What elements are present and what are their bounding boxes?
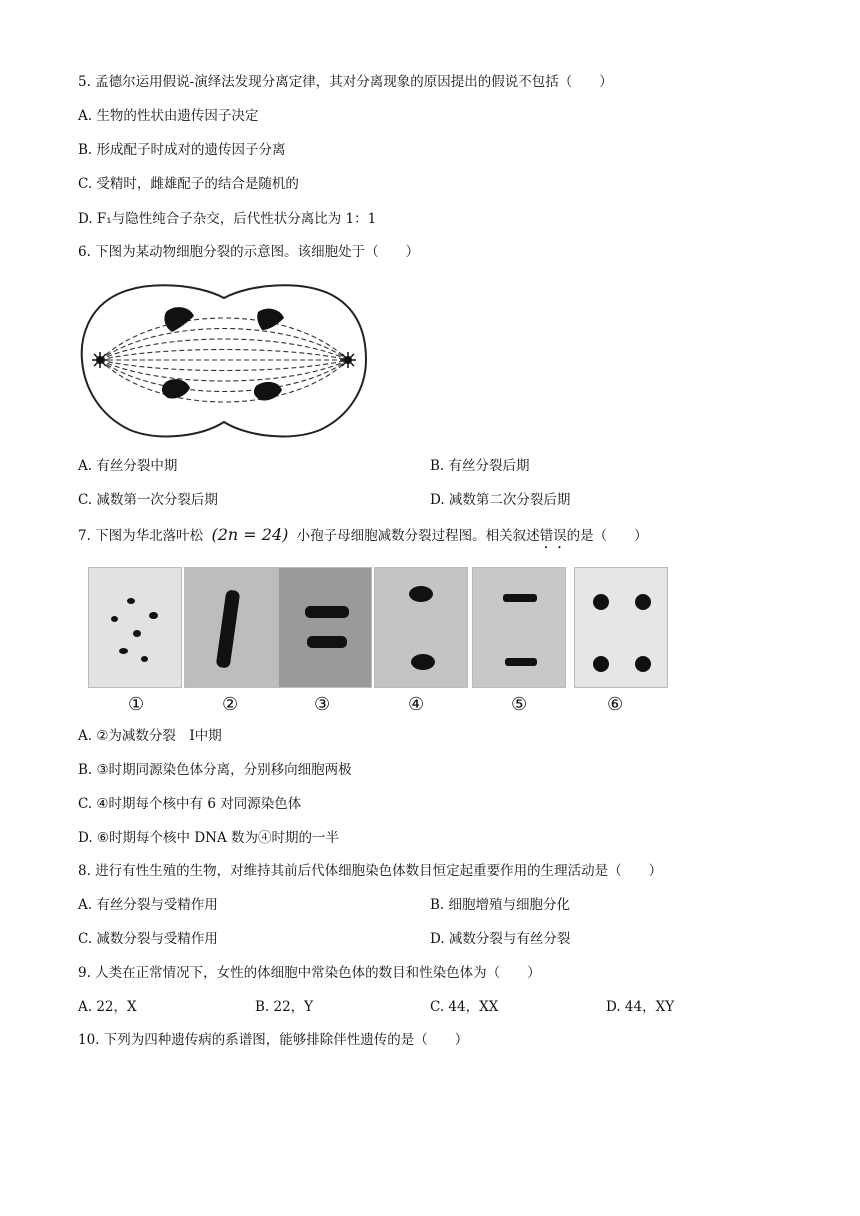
q5-option-c: C. 受精时，雌雄配子的结合是随机的 xyxy=(78,176,299,192)
micrograph-2 xyxy=(184,567,278,688)
q7-formula: (2n = 24) xyxy=(211,525,289,544)
micrograph-4 xyxy=(374,567,468,688)
q8-option-c: C. 减数分裂与受精作用 xyxy=(78,931,218,947)
q6-option-b: B. 有丝分裂后期 xyxy=(430,458,530,474)
q7-stem-middle: 小孢子母细胞减数分裂过程图。相关叙述 xyxy=(296,528,540,544)
q5-option-a: A. 生物的性状由遗传因子决定 xyxy=(78,108,259,124)
micrograph-5 xyxy=(472,567,566,688)
q9-option-a: A. 22，X xyxy=(78,999,137,1015)
q6-option-d: D. 减数第二次分裂后期 xyxy=(430,492,571,508)
q7-option-a: A. ②为减数分裂 Ⅰ中期 xyxy=(78,728,222,744)
q9-option-c: C. 44，XX xyxy=(430,999,499,1015)
q9-stem: 9. 人类在正常情况下，女性的体细胞中常染色体的数目和性染色体为（ ） xyxy=(78,965,541,981)
q8-option-a: A. 有丝分裂与受精作用 xyxy=(78,897,218,913)
q9-option-b: B. 22，Y xyxy=(255,999,314,1015)
q10-stem: 10. 下列为四种遗传病的系谱图，能够排除伴性遗传的是（ ） xyxy=(78,1032,469,1048)
q7-stem-prefix: 7. 下图为华北落叶松 xyxy=(78,528,204,544)
q7-option-c: C. ④时期每个核中有 6 对同源染色体 xyxy=(78,796,302,812)
q8-option-b: B. 细胞增殖与细胞分化 xyxy=(430,897,571,913)
q7-option-d: D. ⑥时期每个核中 DNA 数为④时期的一半 xyxy=(78,830,339,846)
micrograph-label-5: ⑤ xyxy=(511,694,528,715)
micrograph-label-1: ① xyxy=(128,694,145,715)
q7-option-b: B. ③时期同源染色体分离，分别移向细胞两极 xyxy=(78,762,352,778)
q7-stem xyxy=(78,526,648,552)
q7-stem-emphasis: 错误 xyxy=(539,528,567,544)
q6-option-a: A. 有丝分裂中期 xyxy=(78,458,178,474)
micrograph-6 xyxy=(574,567,668,688)
q6-option-c: C. 减数第一次分裂后期 xyxy=(78,492,218,508)
q8-stem: 8. 进行有性生殖的生物，对维持其前后代体细胞染色体数目恒定起重要作用的生理活动是（ ） xyxy=(78,863,663,879)
micrograph-label-4: ④ xyxy=(408,694,425,715)
q5-option-d: D. F₁与隐性纯合子杂交，后代性状分离比为 1：1 xyxy=(78,211,377,227)
micrograph-label-3: ③ xyxy=(314,694,331,715)
micrograph-3 xyxy=(278,567,372,688)
micrograph-label-2: ② xyxy=(222,694,239,715)
cell-division-diagram xyxy=(78,276,370,446)
q5-option-b: B. 形成配子时成对的遗传因子分离 xyxy=(78,142,286,158)
micrograph-label-6: ⑥ xyxy=(607,694,624,715)
micrograph-1 xyxy=(88,567,182,688)
q8-option-d: D. 减数分裂与有丝分裂 xyxy=(430,931,571,947)
q5-stem: 5. 孟德尔运用假说-演绎法发现分离定律，其对分离现象的原因提出的假说不包括（ ） xyxy=(78,74,613,90)
q9-option-d: D. 44，XY xyxy=(606,999,675,1015)
q6-stem: 6. 下图为某动物细胞分裂的示意图。该细胞处于（ ） xyxy=(78,244,420,260)
q7-stem-suffix: 的是（ ） xyxy=(566,528,648,544)
